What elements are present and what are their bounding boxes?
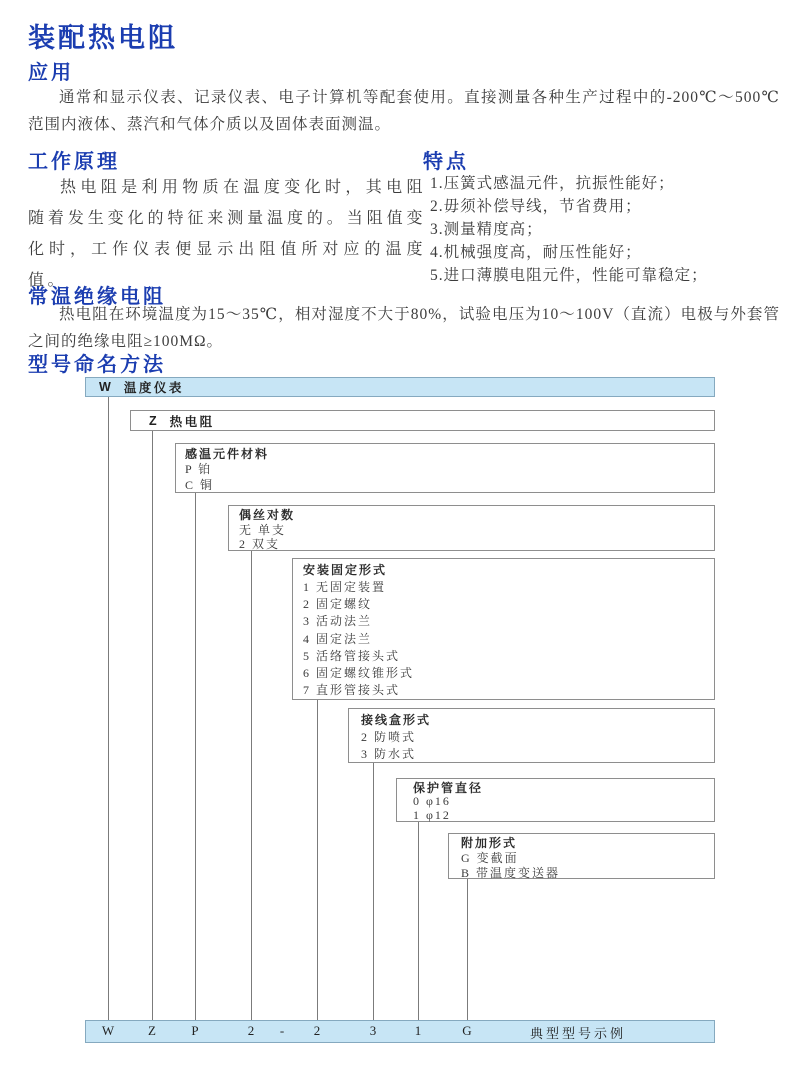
additional-title: 附加形式 bbox=[461, 836, 518, 850]
mounting-option: 1 无固定装置 bbox=[303, 580, 387, 594]
additional-box bbox=[448, 833, 715, 879]
material-option: C 铜 bbox=[185, 477, 215, 492]
pairs-title: 偶丝对数 bbox=[239, 508, 296, 522]
mounting-title: 安装固定形式 bbox=[303, 563, 388, 577]
diagram-root-bar bbox=[85, 377, 715, 397]
junction-box-option: 3 防水式 bbox=[361, 747, 417, 761]
additional-option: B 带温度变送器 bbox=[461, 865, 561, 880]
mounting-option: 3 活动法兰 bbox=[303, 614, 373, 629]
application-paragraph: 通常和显示仪表、记录仪表、电子计算机等配套使用。直接测量各种生产过程中的-200℃～500℃范围内液体、蒸汽和气体介质以及固体表面测温。 bbox=[28, 89, 780, 133]
junction-box-box bbox=[348, 708, 715, 763]
root-label: 温度仪表 bbox=[123, 381, 184, 395]
insulation-paragraph: 热电阻在环境温度为15～35℃，相对湿度不大于80%，试验电压为10～100V（直流）电极与外套管之间的绝缘电阻≥100MΩ。 bbox=[28, 306, 780, 350]
connector-line-additional bbox=[467, 879, 468, 1020]
material-box bbox=[175, 443, 715, 493]
feature-item: 4.机械强度高，耐压性能好； bbox=[430, 244, 642, 261]
tube-diameter-option: 1 φ12 bbox=[413, 807, 451, 822]
connector-line-tube-diameter bbox=[418, 822, 419, 1020]
principle-paragraph: 热电阻是利用物质在温度变化时，其电阻随着发生变化的特征来测量温度的。当阻值变化时，工作仪表便显示出阻值所对应的温度值。 bbox=[28, 179, 426, 289]
junction-box-title: 接线盒形式 bbox=[361, 713, 432, 727]
page-title: 装配热电阻 bbox=[28, 23, 178, 53]
connector-line-z bbox=[152, 431, 153, 1020]
tube-diameter-title: 保护管直径 bbox=[413, 781, 484, 795]
root-code: W bbox=[99, 380, 111, 394]
example-code: 2 bbox=[247, 1023, 255, 1038]
example-code: - bbox=[279, 1023, 285, 1038]
feature-item: 3.测量精度高； bbox=[430, 221, 543, 238]
mounting-option: 2 固定螺纹 bbox=[303, 597, 373, 612]
section-heading-principle: 工作原理 bbox=[28, 151, 120, 173]
example-code: 2 bbox=[313, 1023, 321, 1038]
example-code: Z bbox=[148, 1023, 156, 1038]
mounting-box bbox=[292, 558, 715, 700]
diagram-series-box bbox=[130, 410, 715, 431]
mounting-option: 7 直形管接头式 bbox=[303, 683, 401, 698]
connector-line-mounting bbox=[317, 700, 318, 1020]
additional-option: G 变截面 bbox=[461, 851, 519, 865]
connector-line-material bbox=[195, 493, 196, 1020]
mounting-option: 5 活络管接头式 bbox=[303, 648, 401, 663]
feature-item: 5.进口薄膜电阻元件，性能可靠稳定； bbox=[430, 267, 708, 284]
junction-box-option: 2 防喷式 bbox=[361, 730, 417, 744]
section-heading-features: 特点 bbox=[423, 151, 469, 173]
feature-item: 1.压簧式感温元件，抗振性能好； bbox=[430, 175, 675, 192]
mounting-option: 4 固定法兰 bbox=[303, 631, 373, 646]
example-code: 1 bbox=[414, 1023, 422, 1038]
pairs-option: 无 单支 bbox=[239, 523, 287, 537]
material-title: 感温元件材料 bbox=[185, 447, 270, 461]
section-heading-naming: 型号命名方法 bbox=[28, 354, 166, 376]
example-code: 3 bbox=[369, 1023, 377, 1038]
pairs-option: 2 双支 bbox=[239, 537, 281, 551]
connector-line-pairs bbox=[251, 551, 252, 1020]
section-heading-application: 应用 bbox=[28, 62, 74, 84]
example-code: G bbox=[462, 1023, 472, 1038]
example-label: 典型型号示例 bbox=[530, 1026, 627, 1041]
connector-line-w bbox=[108, 397, 109, 1020]
series-code: Z bbox=[149, 413, 157, 428]
example-code: W bbox=[101, 1023, 115, 1038]
series-label: 热电阻 bbox=[169, 414, 215, 429]
mounting-option: 6 固定螺纹锥形式 bbox=[303, 666, 415, 681]
connector-line-junction-box bbox=[373, 763, 374, 1020]
tube-diameter-option: 0 φ16 bbox=[413, 794, 451, 808]
feature-item: 2.毋须补偿导线，节省费用； bbox=[430, 198, 642, 215]
example-code: P bbox=[191, 1023, 199, 1038]
pairs-box bbox=[228, 505, 715, 551]
material-option: P 铂 bbox=[185, 462, 213, 476]
section-heading-insulation: 常温绝缘电阻 bbox=[28, 286, 166, 308]
tube-diameter-box bbox=[396, 778, 715, 822]
